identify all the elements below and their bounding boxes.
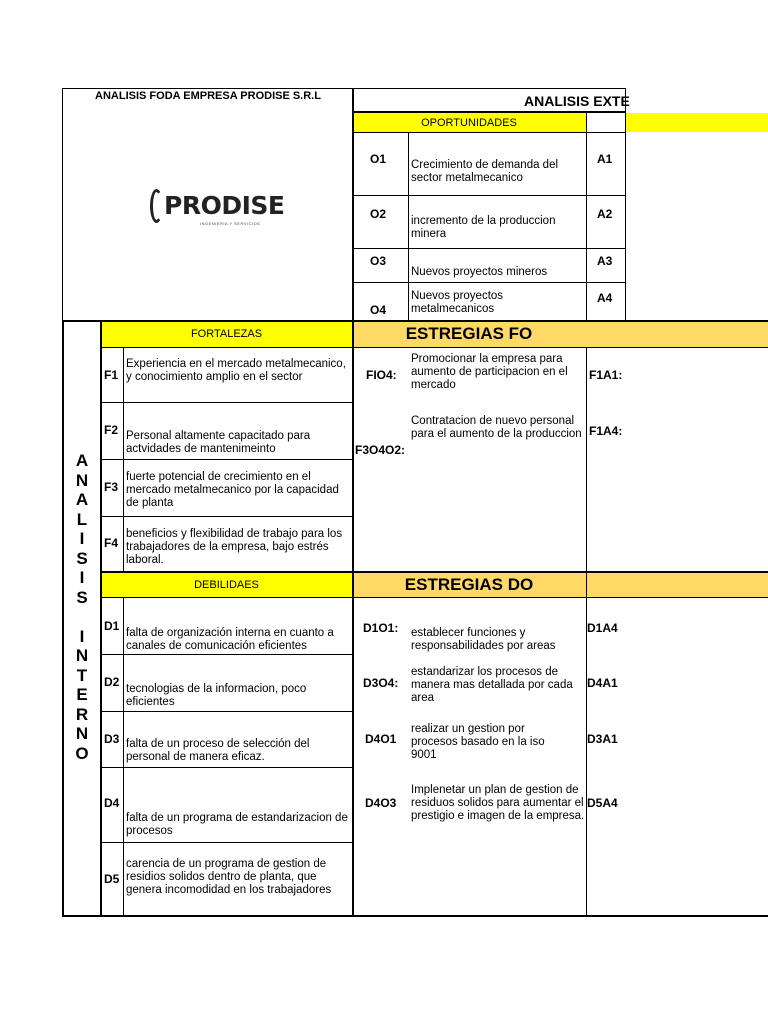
estrategias-da-header (586, 572, 768, 598)
fortaleza-code: F3 (104, 480, 119, 494)
amenaza-code: A4 (597, 291, 613, 305)
logo-subtext: INGENIERIA Y SERVICIOS (200, 221, 261, 226)
fortaleza-code: F2 (104, 423, 119, 437)
debilidad-text: falta de organización interna en cuanto a canales de comunicación eficientes (126, 627, 334, 652)
fortaleza-text: fuerte potencial de crecimiento en el mercado metalmecanico por la capacidad de planta (126, 471, 339, 509)
oportunidad-code: O1 (370, 152, 387, 166)
analisis-interno-label: A N A L I S I S I N T E R N O (75, 451, 89, 763)
estrategias-fo-header: ESTREGIAS FO (352, 321, 586, 347)
oportunidad-text: Nuevos proyectos mineros (411, 266, 548, 278)
estrategia-do-code: D4O3 (365, 796, 397, 810)
debilidad-code: D4 (104, 796, 120, 810)
estrategia-fo-code: F3O4O2: (355, 443, 406, 457)
estrategia-fo-text: Promocionar la empresa para aumento de participacion en el mercado (411, 353, 568, 391)
amenazas-header-fill (626, 113, 768, 132)
estrategia-do-code: D3O4: (363, 676, 399, 690)
estrategia-do-text: realizar un gestion por procesos basado en la iso 9001 (411, 723, 545, 761)
fortaleza-text: beneficios y flexibilidad de trabajo para los trabajadores de la empresa, bajo estrés laboral. (126, 528, 343, 566)
amenaza-code: A3 (597, 254, 613, 268)
oportunidad-text: Crecimiento de demanda del sector metalmecanico (411, 159, 559, 184)
estrategia-do-text: Implenetar un plan de gestion de residuos solidos para aumentar el prestigio e imagen de la empresa. (411, 784, 585, 822)
estrategia-fo-code: FIO4: (366, 368, 397, 382)
estrategia-do-code: D4O1 (365, 732, 397, 746)
oportunidad-code: O3 (370, 254, 387, 268)
debilidad-text: falta de un proceso de selección del personal de manera eficaz. (126, 738, 310, 763)
amenaza-code: A2 (597, 207, 613, 221)
debilidad-text: tecnologias de la informacion, poco eficientes (126, 683, 307, 708)
estrategia-da-code: D3A1 (587, 732, 618, 746)
fortaleza-code: F1 (104, 368, 119, 382)
page-title: ANALISIS FODA EMPRESA PRODISE S.R.L (95, 90, 321, 102)
oportunidad-text: incremento de la produccion minera (411, 215, 556, 240)
estrategia-do-text: establecer funciones y responsabilidades por areas (411, 627, 556, 652)
estrategia-do-text: estandarizar los procesos de manera mas detallada por cada area (411, 666, 573, 704)
estrategias-do-header: ESTREGIAS DO (352, 572, 586, 598)
estrategia-da-code: D5A4 (587, 796, 618, 810)
oportunidades-header: OPORTUNIDADES (352, 113, 586, 132)
fortaleza-text: Experiencia en el mercado metalmecanico, y conocimiento amplio en el sector (126, 358, 346, 383)
fortaleza-text: Personal altamente capacitado para actvidades de mantenimeinto (126, 430, 311, 455)
debilidad-code: D3 (104, 732, 120, 746)
fortalezas-header: FORTALEZAS (101, 321, 352, 347)
estrategia-fa-code: F1A4: (589, 424, 623, 438)
debilidad-code: D5 (104, 872, 120, 886)
debilidades-header: DEBILIDAES (101, 572, 352, 598)
estrategia-da-code: D4A1 (587, 676, 618, 690)
debilidad-text: falta de un programa de estandarizacion de procesos (126, 812, 348, 837)
estrategias-fa-header (586, 321, 768, 347)
logo-arc-icon (150, 189, 163, 223)
debilidad-text: carencia de un programa de gestion de residios solidos dentro de planta, que genera incomodidad en los trabajadores (126, 858, 332, 896)
estrategia-fo-text: Contratacion de nuevo personal para el aumento de la produccion (411, 415, 582, 440)
oportunidad-code: O4 (370, 303, 387, 317)
company-logo (150, 187, 290, 233)
analisis-externo-title: ANALISIS EXTE (524, 93, 630, 109)
fortaleza-code: F4 (104, 536, 119, 550)
debilidad-code: D2 (104, 675, 120, 689)
estrategia-do-code: D1O1: (363, 621, 399, 635)
logo-text: PRODISE (164, 191, 285, 220)
estrategia-fa-code: F1A1: (589, 368, 623, 382)
debilidad-code: D1 (104, 619, 120, 633)
oportunidad-text: Nuevos proyectos metalmecanicos (411, 290, 504, 315)
estrategia-da-code: D1A4 (587, 621, 618, 635)
oportunidad-code: O2 (370, 207, 387, 221)
amenaza-code: A1 (597, 152, 613, 166)
